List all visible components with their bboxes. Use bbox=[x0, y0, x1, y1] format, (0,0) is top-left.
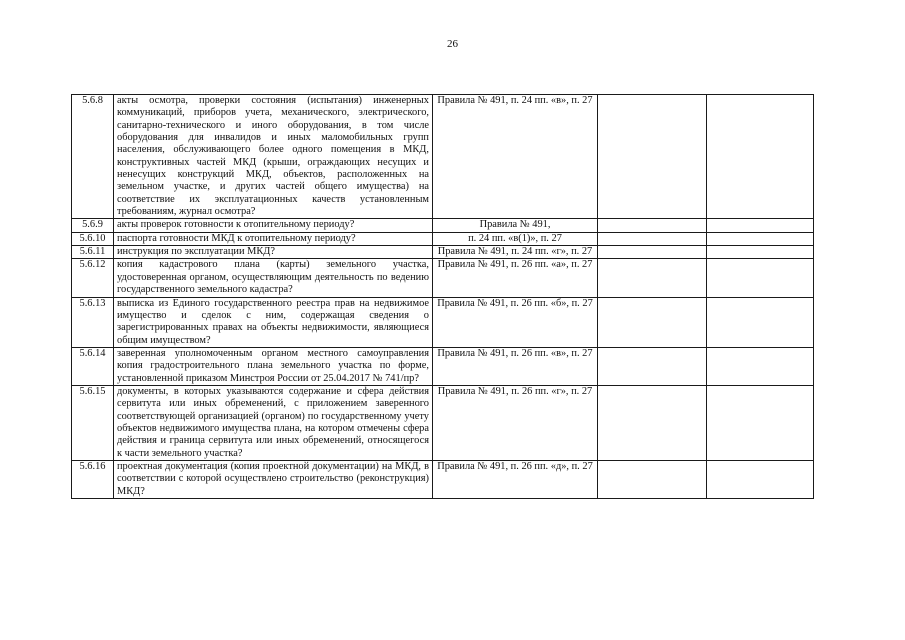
note-cell[interactable] bbox=[707, 259, 814, 297]
item-number: 5.6.15 bbox=[72, 385, 114, 460]
item-reference: Правила № 491, п. 26 пп. «а», п. 27 bbox=[433, 259, 598, 297]
item-number: 5.6.9 bbox=[72, 219, 114, 232]
answer-cell[interactable] bbox=[598, 460, 707, 498]
item-number: 5.6.11 bbox=[72, 246, 114, 259]
item-number: 5.6.16 bbox=[72, 460, 114, 498]
note-cell[interactable] bbox=[707, 385, 814, 460]
item-reference: Правила № 491, п. 26 пп. «д», п. 27 bbox=[433, 460, 598, 498]
table-row bbox=[72, 95, 814, 219]
table-row bbox=[72, 460, 814, 498]
table-row bbox=[72, 219, 814, 232]
note-cell[interactable] bbox=[707, 95, 814, 219]
answer-cell[interactable] bbox=[598, 219, 707, 232]
answer-cell[interactable] bbox=[598, 385, 707, 460]
note-cell[interactable] bbox=[707, 232, 814, 245]
item-reference: Правила № 491, п. 26 пп. «б», п. 27 bbox=[433, 297, 598, 347]
item-question: проектная документация (копия проектной документации) на МКД, в соответствии с которой осуществлено строительство (реконструкция) МКД? bbox=[114, 460, 433, 498]
table-row bbox=[72, 259, 814, 297]
answer-cell[interactable] bbox=[598, 232, 707, 245]
answer-cell[interactable] bbox=[598, 347, 707, 385]
page-number: 26 bbox=[447, 38, 458, 50]
answer-cell[interactable] bbox=[598, 246, 707, 259]
item-question: заверенная уполномоченным органом местного самоуправления копия градостроительного плана земельного участка по форме, установленной приказом Минстроя России от 25.04.2017 № 741/пр? bbox=[114, 347, 433, 385]
note-cell[interactable] bbox=[707, 460, 814, 498]
table-row bbox=[72, 297, 814, 347]
answer-cell[interactable] bbox=[598, 95, 707, 219]
item-number: 5.6.13 bbox=[72, 297, 114, 347]
item-reference: Правила № 491, п. 24 пп. «г», п. 27 bbox=[433, 246, 598, 259]
answer-cell[interactable] bbox=[598, 259, 707, 297]
note-cell[interactable] bbox=[707, 219, 814, 232]
item-number: 5.6.12 bbox=[72, 259, 114, 297]
table-row bbox=[72, 232, 814, 245]
note-cell[interactable] bbox=[707, 347, 814, 385]
item-number: 5.6.14 bbox=[72, 347, 114, 385]
note-cell[interactable] bbox=[707, 297, 814, 347]
item-question: инструкция по эксплуатации МКД? bbox=[114, 246, 433, 259]
item-number: 5.6.8 bbox=[72, 95, 114, 219]
note-cell[interactable] bbox=[707, 246, 814, 259]
table-row bbox=[72, 385, 814, 460]
item-question: акты осмотра, проверки состояния (испытания) инженерных коммуникаций, приборов учета, механического, электрического, санитарно-технического и иного оборудования, в том числе оборудования для инвалидов и иных маломобильных групп населения, обслуживающего более одного помещения в МКД, конструктивных частей МКД (крыши, ограждающих несущих и ненесущих конструкций МКД, объектов, расположенных на земельном участке, и других частей общего имущества) на соответствие их эксплуатационных качеств установленным требованиям, журнал осмотра? bbox=[114, 95, 433, 219]
item-number: 5.6.10 bbox=[72, 232, 114, 245]
item-question: выписка из Единого государственного реестра прав на недвижимое имущество и сделок с ним, содержащая сведения о зарегистрированных правах на объекты недвижимости, являющиеся общим имуществом? bbox=[114, 297, 433, 347]
checklist-table bbox=[71, 94, 814, 499]
item-question: паспорта готовности МКД к отопительному периоду? bbox=[114, 232, 433, 245]
table-row bbox=[72, 246, 814, 259]
table-row bbox=[72, 347, 814, 385]
item-question: документы, в которых указываются содержание и сфера действия сервитута или иных обременений, с приложением заверенного соответствующей организацией (органом) по государственному учету объектов недвижимого имущества плана, на котором отмечены сфера действия и граница сервитута или иных обременений, относящегося к части земельного участка? bbox=[114, 385, 433, 460]
answer-cell[interactable] bbox=[598, 297, 707, 347]
item-reference: Правила № 491, п. 24 пп. «в», п. 27 bbox=[433, 95, 598, 219]
item-reference: п. 24 пп. «в(1)», п. 27 bbox=[433, 232, 598, 245]
item-question: копия кадастрового плана (карты) земельного участка, удостоверенная органом, осуществляющим деятельность по ведению государственного земельного кадастра? bbox=[114, 259, 433, 297]
item-question: акты проверок готовности к отопительному периоду? bbox=[114, 219, 433, 232]
item-reference: Правила № 491, п. 26 пп. «г», п. 27 bbox=[433, 385, 598, 460]
item-reference: Правила № 491, п. 26 пп. «в», п. 27 bbox=[433, 347, 598, 385]
item-reference: Правила № 491, bbox=[433, 219, 598, 232]
